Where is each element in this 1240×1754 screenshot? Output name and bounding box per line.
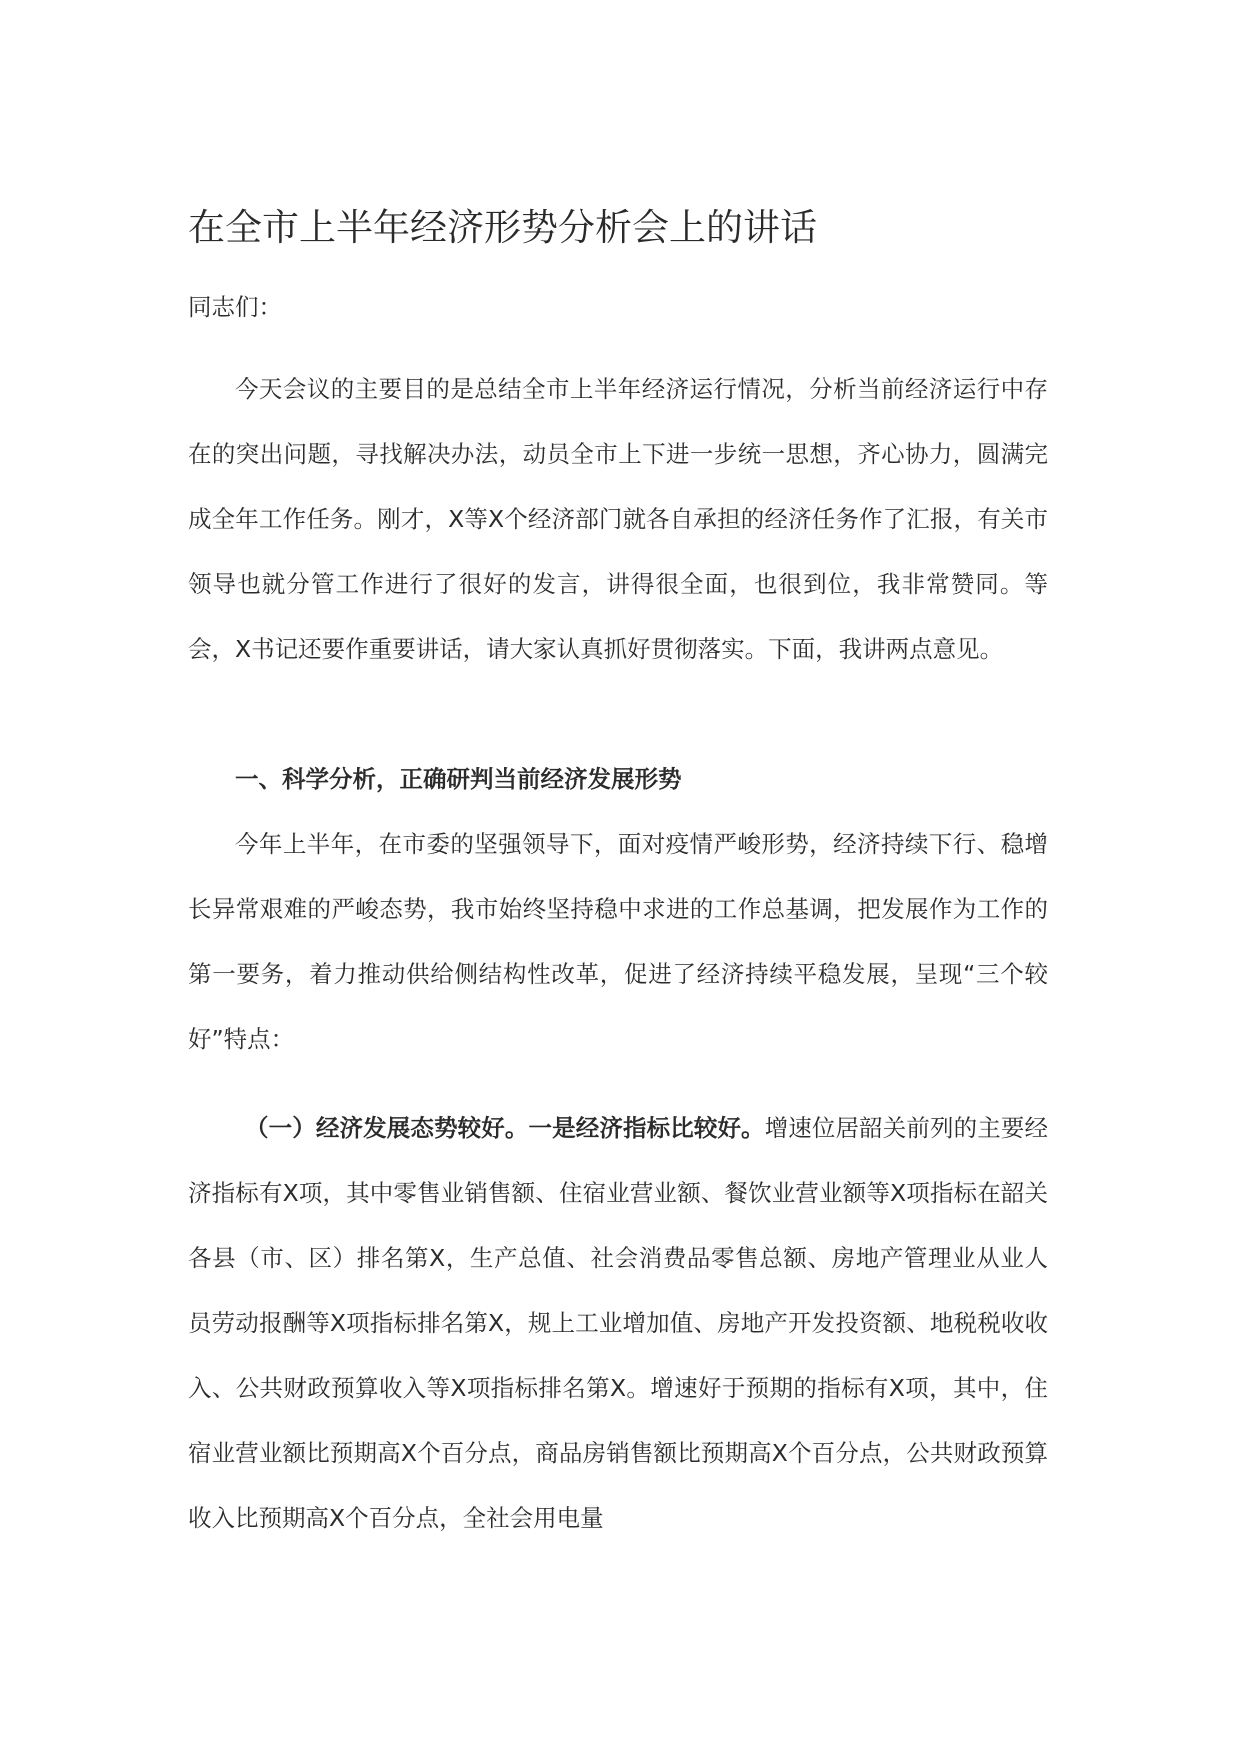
- situation-paragraph: 今年上半年，在市委的坚强领导下，面对疫情严峻形势，经济持续下行、稳增长异常艰难的严峻态势，我市始终坚持稳中求进的工作总基调，把发展作为工作的第一要务，着力推动供给侧结构性改革，促进了经济持续平稳发展，呈现“三个较好”特点：: [188, 830, 1048, 1053]
- intro-paragraph: 今天会议的主要目的是总结全市上半年经济运行情况，分析当前经济运行中存在的突出问题，寻找解决办法，动员全市上下进一步统一思想，齐心协力，圆满完成全年工作任务。刚才，X等X个经济部门就各自承担的经济任务作了汇报，有关市领导也就分管工作进行了很好的发言，讲得很全面，也很到位，我非常赞同。等会，X书记还要作重要讲话，请大家认真抓好贯彻落实。下面，我讲两点意见。: [188, 375, 1048, 663]
- subsection-1-heading: （一）经济发展态势较好。: [245, 1114, 529, 1142]
- subsection-1-body: 增速位居韶关前列的主要经济指标有X项，其中零售业销售额、住宿业营业额、餐饮业营业额等X项指标在韶关各县（市、区）排名第X，生产总值、社会消费品零售总额、房地产管理业从业人员劳动报酬等X项指标排名第X，规上工业增加值、房地产开发投资额、地税税收收入、公共财政预算收入等X项指标排名第X。增速好于预期的指标有X项，其中，住宿业营业额比预期高X个百分点，商品房销售额比预期高X个百分点，公共财政预算收入比预期高X个百分点，全社会用电量: [188, 1114, 1049, 1532]
- subsection-1-paragraph: [188, 1096, 1048, 1551]
- subsection-1-lead: 一是经济指标比较好。: [528, 1114, 765, 1142]
- section-heading-1: 一、科学分析，正确研判当前经济发展形势: [235, 765, 682, 793]
- salutation: 同志们：: [188, 293, 282, 321]
- document-title: 在全市上半年经济形势分析会上的讲话: [188, 206, 817, 249]
